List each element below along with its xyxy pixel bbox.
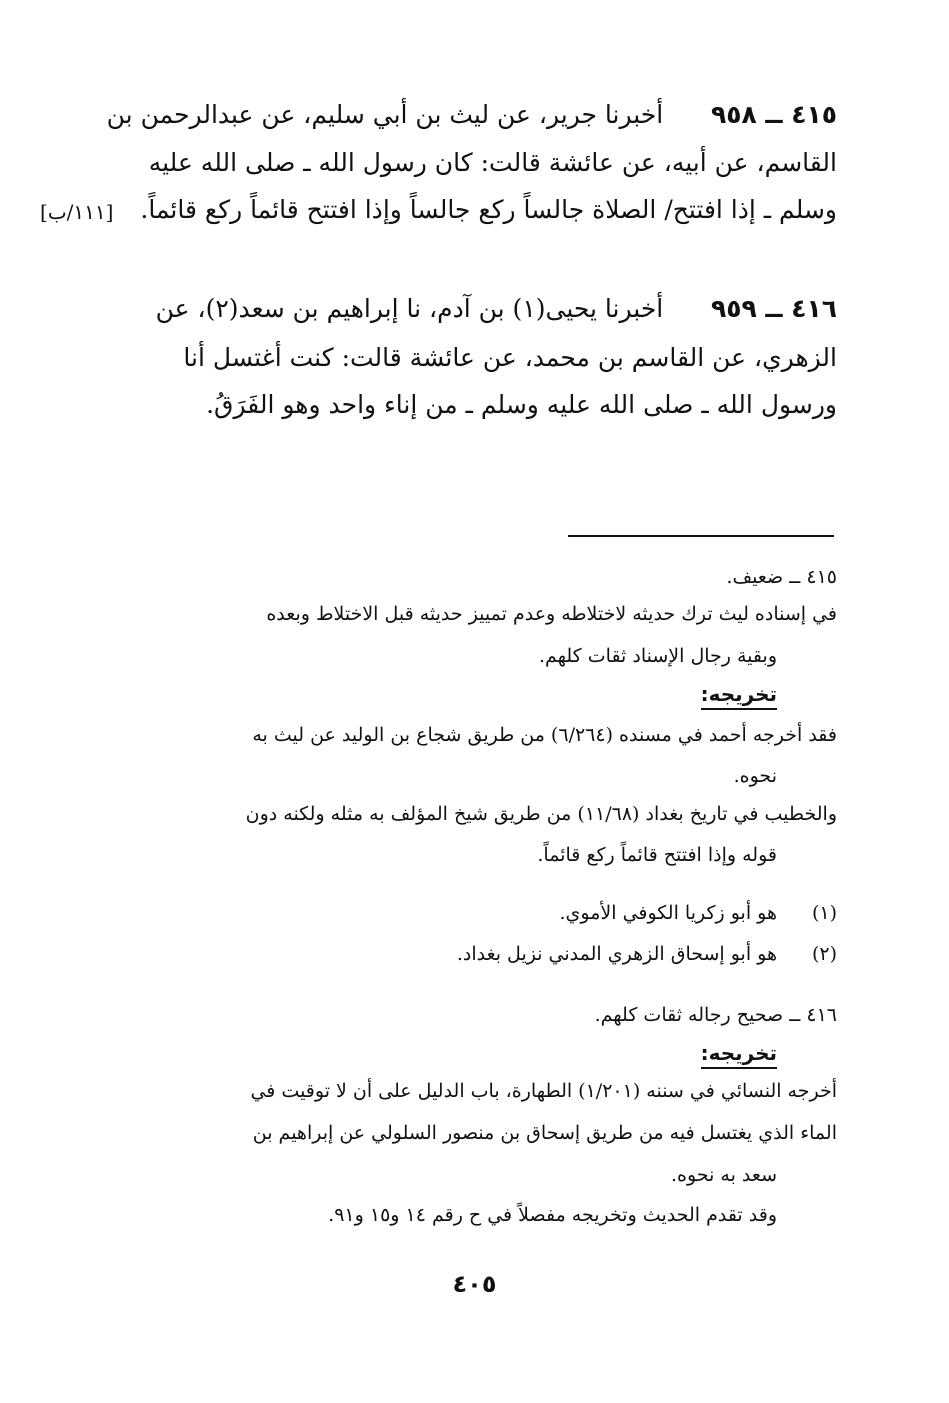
note-415-line-3: فقد أخرجه أحمد في مسنده (٦/٢٦٤) من طريق شجاع بن الوليد عن ليث به xyxy=(252,724,837,746)
hadith-415-number: ٤١٥ ــ ٩٥٨ xyxy=(710,100,837,129)
footnote-1-number: (١) xyxy=(811,902,837,924)
note-415-heading-wrap xyxy=(701,684,777,705)
note-415-line-6: قوله وإذا افتتح قائماً ركع قائماً. xyxy=(537,844,777,866)
note-416-heading-wrap xyxy=(701,1043,777,1064)
manuscript-folio-marker: [١١١/ب] xyxy=(40,200,114,224)
footnote-2-number: (٢) xyxy=(811,943,837,965)
hadith-415-line-1 xyxy=(107,102,837,127)
note-416-line-1: أخرجه النسائي في سننه (١/٢٠١) الطهارة، باب الدليل على أن لا توقيت في xyxy=(250,1080,837,1102)
hadith-416-text-1: أخبرنا يحيى(١) بن آدم، نا إبراهيم بن سعد(٢)، عن xyxy=(155,294,664,323)
hadith-416-line-1 xyxy=(156,296,837,321)
footnote-1-text: هو أبو زكريا الكوفي الأموي. xyxy=(559,902,777,924)
hadith-415-line-2: القاسم، عن أبيه، عن عائشة قالت: كان رسول الله ـ صلى الله عليه xyxy=(148,148,837,177)
hadith-416-line-3: ورسول الله ـ صلى الله عليه وسلم ـ من إناء واحد وهو الفَرَقُ. xyxy=(206,390,837,419)
note-416-heading: تخريجه: xyxy=(701,1041,777,1069)
footnote-2-text: هو أبو إسحاق الزهري المدني نزيل بغداد. xyxy=(456,943,777,965)
note-415-line-2: وبقية رجال الإسناد ثقات كلهم. xyxy=(538,645,777,667)
hadith-416-number: ٤١٦ ــ ٩٥٩ xyxy=(710,294,837,323)
note-415-line-4: نحوه. xyxy=(733,765,777,787)
note-415-line-5: والخطيب في تاريخ بغداد (١١/٦٨) من طريق شيخ المؤلف به مثله ولكنه دون xyxy=(245,803,837,825)
note-415-grade: ٤١٥ ــ ضعيف. xyxy=(726,566,837,588)
note-415-heading: تخريجه: xyxy=(701,682,777,710)
hadith-416-line-2: الزهري، عن القاسم بن محمد، عن عائشة قالت: كنت أغتسل أنا xyxy=(183,343,837,372)
hadith-415-text-1: أخبرنا جرير، عن ليث بن أبي سليم، عن عبدالرحمن بن xyxy=(106,100,664,129)
note-416-line-3: سعد به نحوه. xyxy=(671,1164,777,1186)
footnote-separator xyxy=(568,535,834,537)
note-415-line-1: في إسناده ليث ترك حديثه لاختلاطه وعدم تمييز حديثه قبل الاختلاط وبعده xyxy=(266,603,837,625)
page-number: ٤٠٥ xyxy=(452,1270,497,1298)
note-416-line-4: وقد تقدم الحديث وتخريجه مفصلاً في ح رقم ١٤ و١٥ و٩١. xyxy=(328,1204,777,1226)
note-416-line-2: الماء الذي يغتسل فيه من طريق إسحاق بن منصور السلولي عن إبراهيم بن xyxy=(252,1122,837,1144)
note-416-grade: ٤١٦ ــ صحيح رجاله ثقات كلهم. xyxy=(594,1004,837,1026)
hadith-415-line-3: وسلم ـ إذا افتتح/ الصلاة جالساً ركع جالساً وإذا افتتح قائماً ركع قائماً. xyxy=(140,195,837,224)
